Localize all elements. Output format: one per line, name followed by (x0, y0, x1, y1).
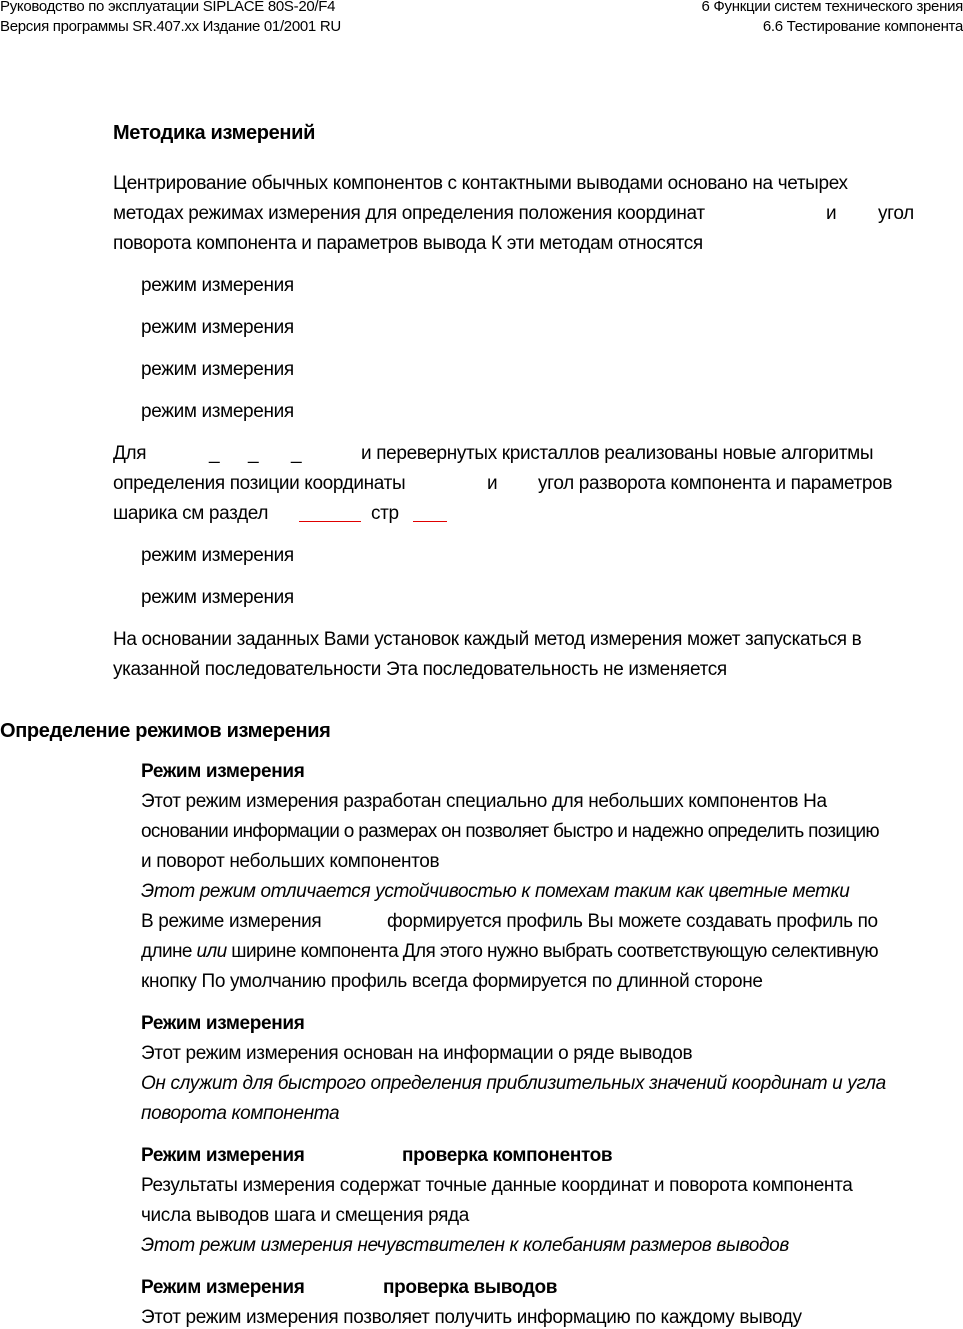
paragraph-line: Этот режим измерения позволяет получить информацию по каждому выводу (141, 1307, 802, 1328)
paragraph-word: стр (371, 503, 399, 524)
list-item: режим измерения (141, 587, 294, 608)
paragraph-line: определения позиции координаты (113, 473, 406, 494)
paragraph-line: поворота компонента и параметров вывода К эти методам относятся (113, 233, 703, 254)
header-manual-title: Руководство по эксплуатации SIPLACE 80S-20/F4 (0, 0, 336, 15)
italic-note: Он служит для быстрого определения приблизительных значений координат и угла (141, 1073, 886, 1094)
text: ширине компонента Для этого нужно выбрать соответствующую селективную (231, 941, 879, 962)
placeholder-underscore: _ (248, 443, 259, 464)
emphasis: или (196, 941, 227, 962)
text: длине (141, 941, 192, 962)
header-chapter: 6 Функции систем технического зрения (701, 0, 963, 15)
placeholder-underscore: _ (209, 443, 220, 464)
mode-title: Режим измерения (141, 1277, 305, 1298)
mode-subtitle: проверка выводов (383, 1277, 558, 1298)
paragraph-line: угол разворота компонента и параметров (538, 473, 893, 494)
mode-title: Режим измерения (141, 761, 305, 782)
paragraph-line: Центрирование обычных компонентов с контактными выводами основано на четырех (113, 173, 848, 194)
paragraph-line: указанной последовательности Эта последовательность не изменяется (113, 659, 727, 680)
paragraph-line: и перевернутых кристаллов реализованы новые алгоритмы (361, 443, 874, 464)
paragraph-line: формируется профиль Вы можете создавать профиль по (387, 911, 878, 932)
section-title: Определение режимов измерения (0, 720, 331, 742)
section-title: Методика измерений (113, 122, 316, 144)
paragraph-line: и поворот небольших компонентов (141, 851, 440, 872)
paragraph-line: шарика см раздел (113, 503, 269, 524)
paragraph-line: основании информации о размерах он позволяет быстро и надежно определить позицию (141, 821, 879, 842)
paragraph-line: Результаты измерения содержат точные данные координат и поворота компонента (141, 1175, 853, 1196)
paragraph-line: В режиме измерения (141, 911, 322, 932)
header-section: 6.6 Тестирование компонента (762, 18, 963, 35)
paragraph-line: На основании заданных Вами установок каждый метод измерения может запускаться в (113, 629, 862, 650)
italic-note: Этот режим измерения нечувствителен к колебаниям размеров выводов (141, 1235, 789, 1256)
list-item: режим измерения (141, 275, 294, 296)
mode-title: Режим измерения (141, 1013, 305, 1034)
paragraph-word: Для (113, 443, 147, 464)
paragraph-line: Этот режим измерения основан на информации о ряде выводов (141, 1043, 693, 1064)
mode-subtitle: проверка компонентов (402, 1145, 613, 1166)
paragraph-line: числа выводов шага и смещения ряда (141, 1205, 469, 1226)
paragraph-line: Этот режим измерения разработан специально для небольших компонентов На (141, 791, 827, 812)
paragraph-line: кнопку По умолчанию профиль всегда формируется по длинной стороне (141, 971, 763, 992)
mode-title: Режим измерения (141, 1145, 305, 1166)
italic-note: поворота компонента (141, 1103, 340, 1124)
header-version: Версия программы SR.407.xx Издание 01/2001 RU (0, 18, 341, 35)
paragraph-word: и (487, 473, 498, 494)
list-item: режим измерения (141, 359, 294, 380)
paragraph-word: угол (878, 203, 914, 224)
italic-note: Этот режим отличается устойчивостью к помехам таким как цветные метки (141, 881, 850, 902)
paragraph-line: методах режимах измерения для определения положения координат (113, 203, 705, 224)
paragraph-line (141, 941, 878, 963)
paragraph-word: и (826, 203, 837, 224)
list-item: режим измерения (141, 401, 294, 422)
page-reference-link[interactable] (413, 503, 447, 525)
list-item: режим измерения (141, 545, 294, 566)
section-reference-link[interactable] (299, 503, 361, 525)
list-item: режим измерения (141, 317, 294, 338)
placeholder-underscore: _ (291, 443, 302, 464)
